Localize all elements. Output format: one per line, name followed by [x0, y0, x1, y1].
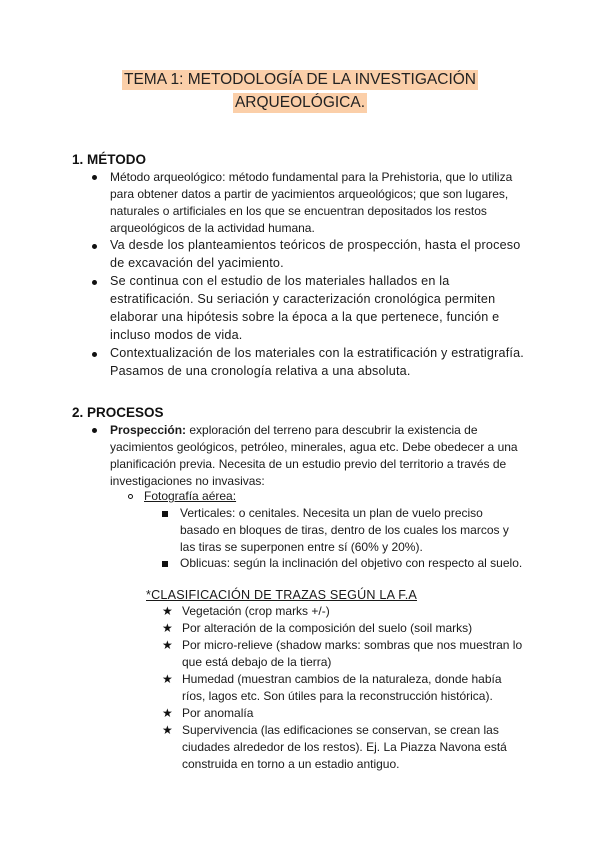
star-icon: ★ [162, 723, 173, 737]
text-line: Supervivencia (las edificaciones se conservan, se crean las [182, 723, 499, 737]
text-line: Por anomalía [182, 706, 254, 720]
title-line-1: TEMA 1: METODOLOGÍA DE LA INVESTIGACIÓN [124, 71, 476, 88]
text-line: construida en torno a un estadio antiguo. [182, 757, 400, 771]
list-item [90, 169, 540, 237]
section-heading-procesos: 2. PROCESOS [72, 405, 164, 420]
text-line: para obtener datos a partir de yacimientos arqueológicos; que son lugares, [110, 187, 509, 201]
text-line: Se continua con el estudio de los materiales hallados en la [110, 274, 450, 288]
hollow-bullet-icon [128, 494, 133, 499]
list-item [162, 671, 562, 705]
text-line: Vegetación (crop marks +/-) [182, 604, 330, 618]
text-line: investigaciones no invasivas: [110, 474, 265, 488]
title-line-2: ARQUEOLÓGICA. [234, 94, 366, 111]
fotografia-aerea-label: Fotografía aérea: [144, 489, 237, 503]
section-heading-metodo: 1. MÉTODO [72, 152, 147, 167]
list-item [162, 722, 562, 773]
text-line [110, 422, 518, 439]
star-icon: ★ [162, 706, 173, 720]
star-icon: ★ [162, 638, 173, 652]
text-line: ciudades alrededor de los restos). Ej. La Piazza Navona está [182, 740, 507, 754]
prospeccion-definition: exploración del terreno para descubrir la existencia de [186, 423, 478, 437]
bullet-icon [92, 244, 97, 249]
text-line: Va desde los planteamientos teóricos de prospección, hasta el proceso [110, 238, 521, 252]
text-line: Contextualización de los materiales con la estratificación y estratigrafía. [110, 346, 524, 360]
text-line: elaborar una hipótesis sobre la época a la que pertenece, función e [110, 310, 500, 324]
text-line: basado en bloques de tiras, dentro de los cuales los marcos y [180, 523, 509, 537]
text-line: incluso modos de vida. [110, 328, 243, 342]
text-line: naturales o artificiales en los que se encuentran depositados los restos [110, 204, 487, 218]
list-item [90, 237, 540, 273]
star-icon: ★ [162, 604, 173, 618]
text-line: ríos, lagos etc. Son útiles para la reconstrucción histórica). [182, 689, 493, 703]
star-icon: ★ [162, 672, 173, 686]
text-line: yacimientos geológicos, petróleo, minerales, agua etc. Debe obedecer a una [110, 440, 518, 454]
clasificacion-heading: *CLASIFICACIÓN DE TRAZAS SEGÚN LA F.A [146, 588, 418, 602]
metodo-bullet-list [90, 169, 540, 381]
square-bullet-icon [162, 511, 168, 517]
text-line: Oblicuas: según la inclinación del objetivo con respecto al suelo. [180, 556, 523, 570]
list-item [162, 620, 562, 637]
text-line: planificación previa. Necesita de un estudio previo del territorio a través de [110, 457, 507, 471]
bullet-icon [92, 280, 97, 285]
list-item [162, 603, 562, 620]
bullet-icon [92, 352, 97, 357]
text-line: que está debajo de la tierra) [182, 655, 332, 669]
list-item [90, 345, 540, 381]
star-icon: ★ [162, 621, 173, 635]
page-title [0, 70, 600, 116]
text-line: Método arqueológico: método fundamental para la Prehistoria, que lo utiliza [110, 170, 513, 184]
text-line: arqueológicos de la actividad humana. [110, 221, 315, 235]
text-line: estratificación. Su seriación y caracterización cronológica permiten [110, 292, 496, 306]
text-line: Pasamos de una cronología relativa a una absoluta. [110, 364, 411, 378]
text-line: de excavación del yacimiento. [110, 256, 284, 270]
text-line: Humedad (muestran cambios de la naturaleza, donde había [182, 672, 502, 686]
clasificacion-list [162, 603, 562, 773]
text-line: Por micro-relieve (shadow marks: sombras que nos muestran lo [182, 638, 523, 652]
bullet-icon [92, 428, 97, 433]
list-item [162, 705, 562, 722]
list-item [90, 273, 540, 345]
text-line: Por alteración de la composición del suelo (soil marks) [182, 621, 473, 635]
text-line: Verticales: o cenitales. Necesita un plan de vuelo preciso [180, 506, 483, 520]
bullet-icon [92, 175, 97, 180]
prospeccion-term: Prospección: [110, 423, 187, 437]
text-line: las tiras se superponen entre sí (60% y 20%). [180, 540, 423, 554]
list-item [162, 637, 562, 671]
square-bullet-icon [162, 561, 168, 567]
